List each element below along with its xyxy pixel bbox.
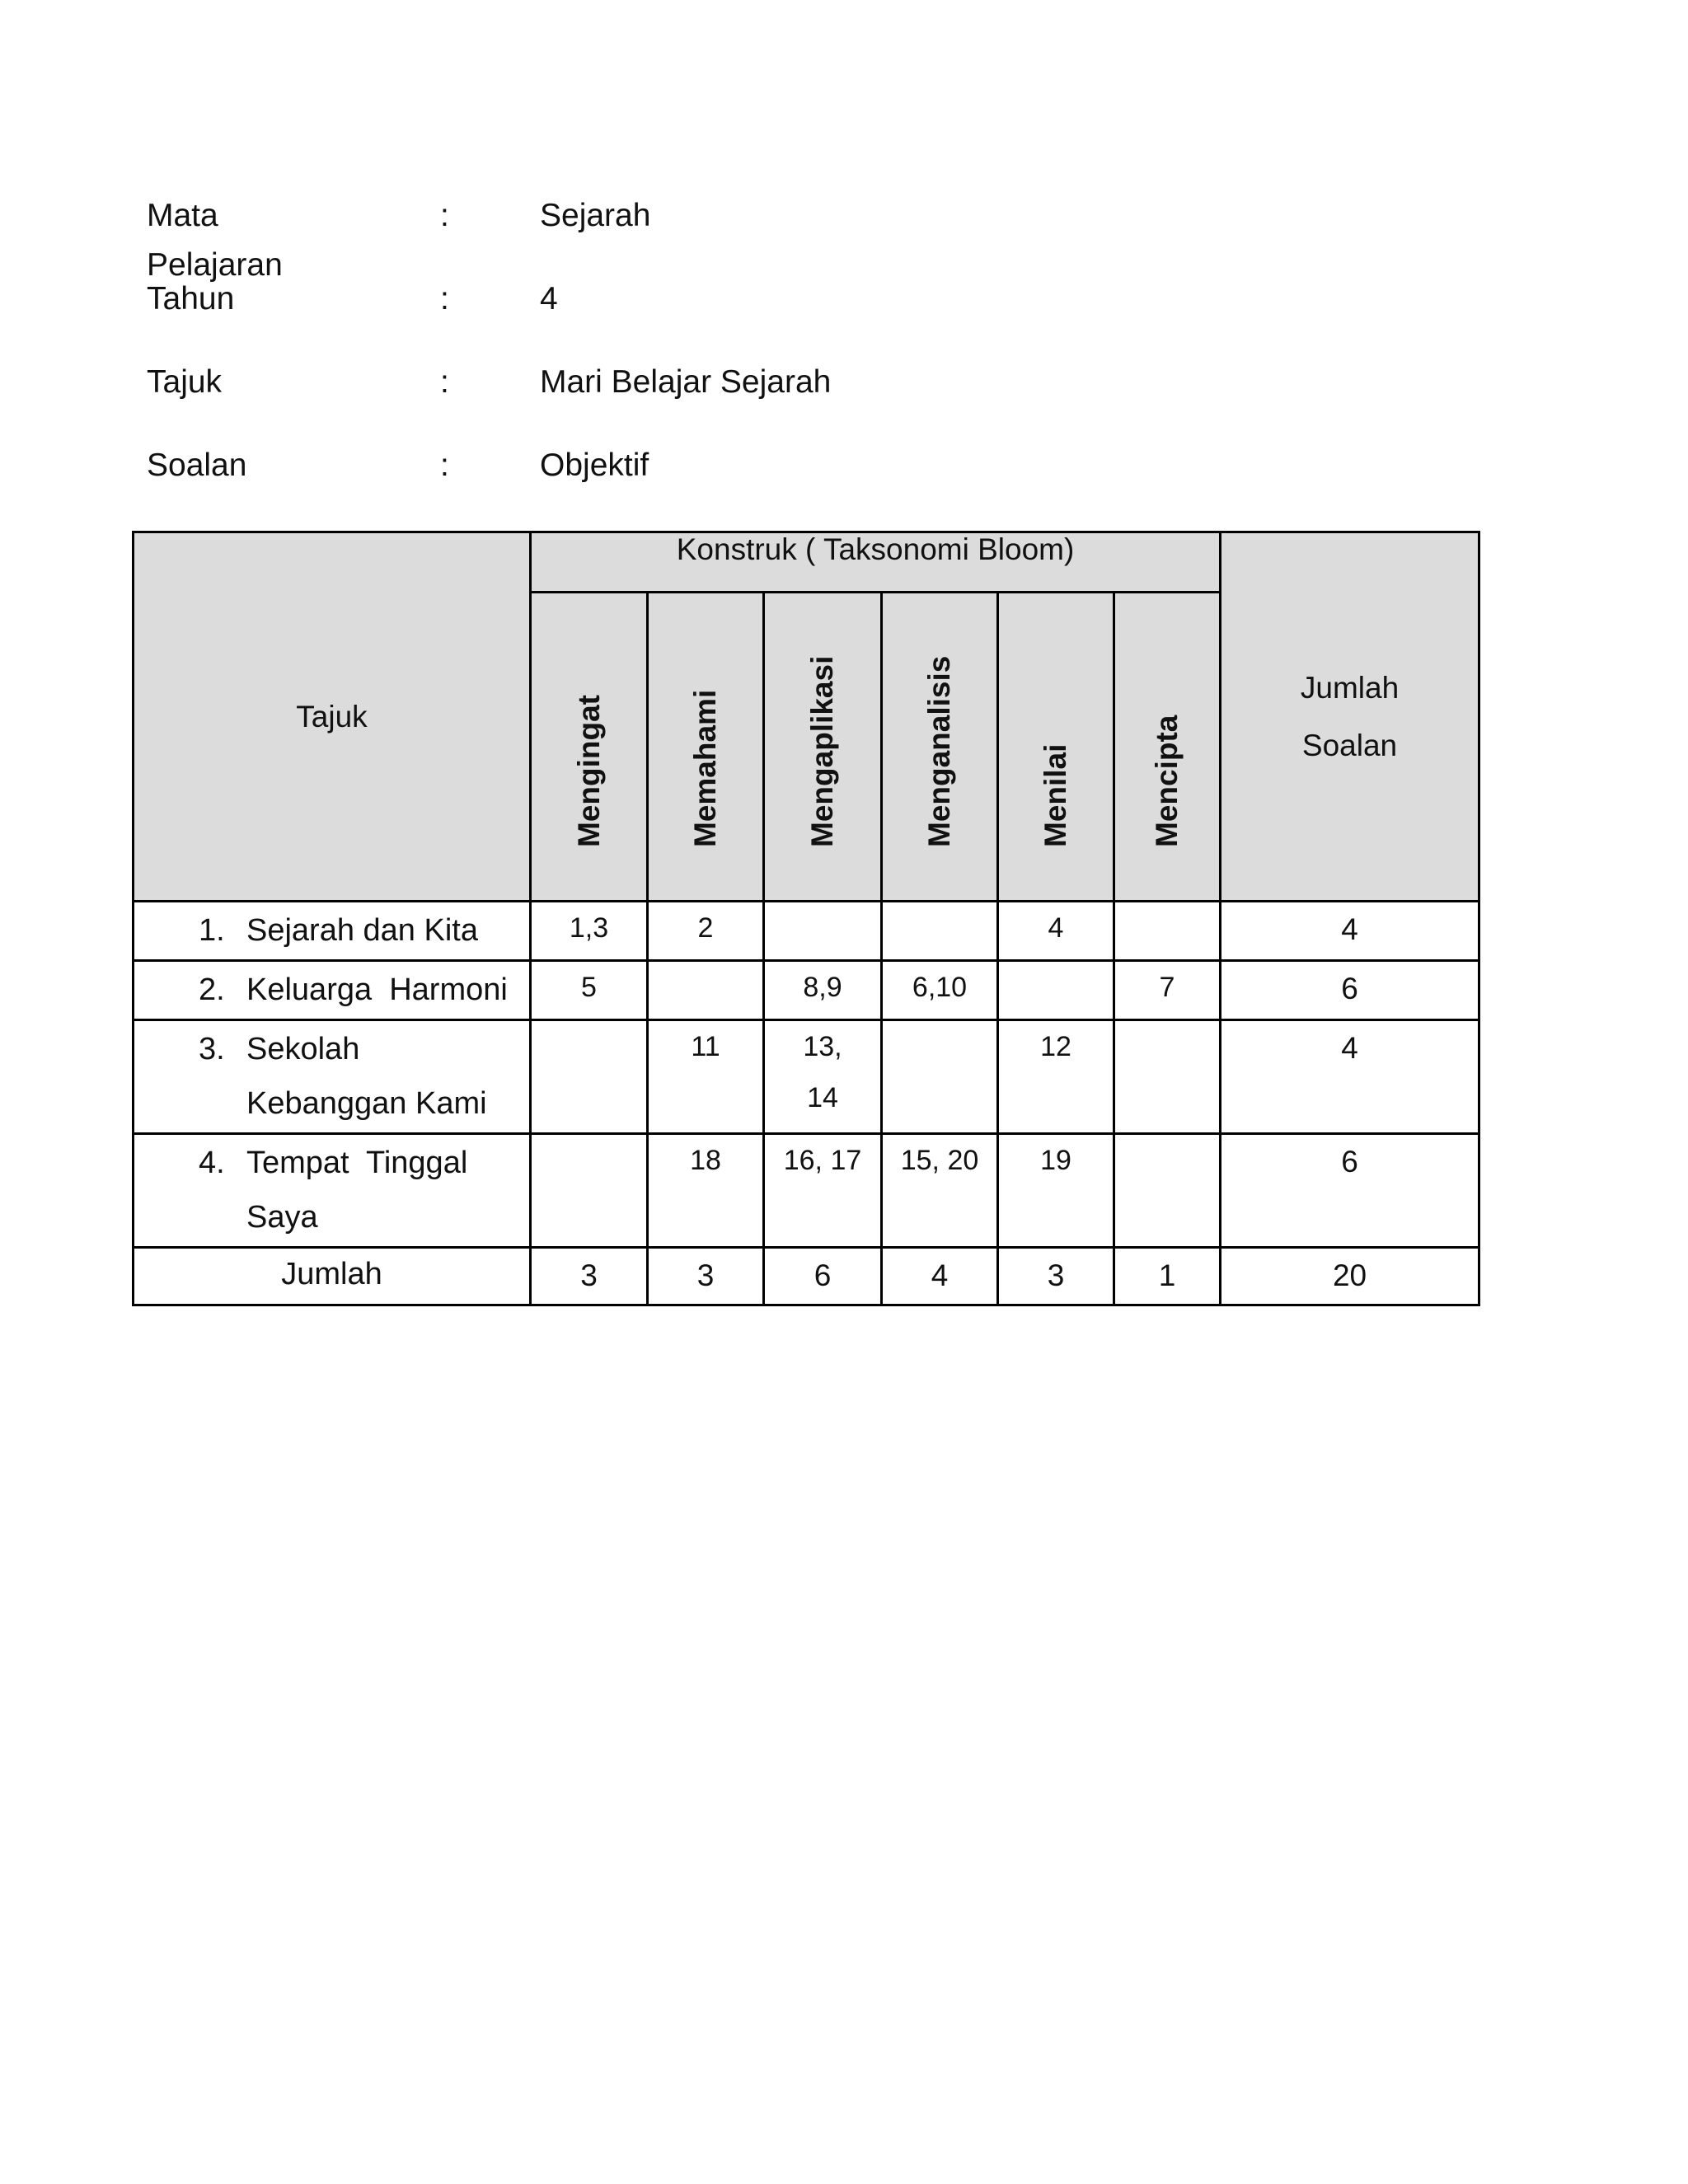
question-cell [998, 1020, 1114, 1134]
topic-label: Sejarah dan Kita [246, 913, 478, 948]
topic-label-line-2: Kebanggan Kami [246, 1086, 487, 1121]
question-cell [1114, 1020, 1221, 1134]
question-cell [764, 961, 882, 1020]
question-cell [648, 961, 764, 1020]
meta-label: Soalan [147, 448, 247, 483]
row-total-cell: 6 [1221, 961, 1479, 1020]
question-cell [648, 902, 764, 961]
level-label: Memahami [688, 689, 722, 847]
question-numbers-line-2: 14 [807, 1082, 838, 1113]
level-label: Mengaplikasi [805, 655, 839, 847]
question-numbers: 18 [690, 1145, 721, 1176]
table-row [134, 1020, 1479, 1134]
question-numbers: 4 [1048, 912, 1064, 944]
question-cell [882, 1020, 998, 1134]
question-cell [764, 1134, 882, 1248]
question-cell [882, 961, 998, 1020]
question-cell [764, 1020, 882, 1134]
question-numbers: 8,9 [803, 972, 842, 1003]
sum-row [134, 1248, 1479, 1305]
total-header-line-2: Soalan [1301, 728, 1398, 762]
meta-label: Tajuk [147, 364, 223, 400]
level-header-analyze [882, 593, 998, 902]
question-numbers: 16, 17 [783, 1145, 862, 1176]
meta-colon: : [440, 364, 449, 400]
question-cell [1114, 1134, 1221, 1248]
question-cell [1114, 961, 1221, 1020]
sum-cell: 3 [648, 1248, 764, 1305]
question-cell [531, 1134, 648, 1248]
meta-value: Mari Belajar Sejarah [540, 364, 832, 400]
level-header-create [1114, 593, 1221, 902]
topic-cell [134, 1020, 531, 1134]
level-label: Mengingat [571, 695, 606, 847]
topic-label-line-2: Saya [246, 1200, 318, 1235]
question-numbers: 6,10 [912, 972, 968, 1003]
level-header-evaluate [998, 593, 1114, 902]
topic-cell [134, 902, 531, 961]
total-header-line-1: Jumlah [1300, 670, 1400, 705]
meta-label: Tahun [147, 281, 235, 316]
topic-label: Tempat Tinggal [246, 1146, 468, 1180]
meta-colon: : [440, 198, 449, 233]
table-row [134, 1134, 1479, 1248]
construct-group-header: Konstruk ( Taksonomi Bloom) [531, 532, 1221, 593]
question-cell [531, 1020, 648, 1134]
meta-colon: : [440, 448, 449, 483]
meta-value: Sejarah [540, 198, 651, 233]
question-numbers: 2 [697, 912, 714, 944]
question-cell [998, 902, 1114, 961]
sum-cell: 6 [764, 1248, 882, 1305]
question-cell [531, 902, 648, 961]
question-numbers: 15, 20 [900, 1145, 979, 1176]
level-label: Menganalisis [922, 655, 956, 847]
topic-label: Keluarga Harmoni [246, 972, 508, 1007]
level-header-understand [648, 593, 764, 902]
question-cell [648, 1134, 764, 1248]
question-cell [998, 961, 1114, 1020]
question-cell [882, 1134, 998, 1248]
topic-number: 2. [199, 972, 225, 1007]
question-cell [648, 1020, 764, 1134]
level-header-remember [531, 593, 648, 902]
question-numbers: 13, [803, 1031, 842, 1062]
row-total-cell: 6 [1221, 1134, 1479, 1248]
table-row [134, 961, 1479, 1020]
meta-colon: : [440, 281, 449, 316]
sum-cell: 3 [531, 1248, 648, 1305]
level-label: Mencipta [1150, 715, 1184, 847]
topic-label: Sekolah [246, 1032, 360, 1066]
level-header-apply [764, 593, 882, 902]
grand-total-cell: 20 [1221, 1248, 1479, 1305]
question-cell [998, 1134, 1114, 1248]
sum-cell: 3 [998, 1248, 1114, 1305]
sum-cell: 4 [882, 1248, 998, 1305]
table-row [134, 902, 1479, 961]
sum-row-label: Jumlah [134, 1248, 531, 1305]
question-numbers: 5 [581, 972, 597, 1003]
row-total-cell: 4 [1221, 902, 1479, 961]
question-numbers: 12 [1040, 1031, 1071, 1062]
question-numbers: 11 [691, 1031, 720, 1062]
topic-column-header: Tajuk [134, 532, 531, 902]
question-cell [1114, 902, 1221, 961]
sum-cell: 1 [1114, 1248, 1221, 1305]
topic-number: 3. [199, 1032, 225, 1066]
question-numbers: 19 [1040, 1145, 1071, 1176]
meta-value: Objektif [540, 448, 649, 483]
question-numbers: 1,3 [569, 912, 609, 944]
topic-cell [134, 961, 531, 1020]
question-cell [882, 902, 998, 961]
total-questions-header [1221, 532, 1479, 902]
question-numbers: 7 [1159, 972, 1175, 1003]
meta-value: 4 [540, 281, 558, 316]
topic-number: 1. [199, 913, 225, 948]
question-cell [531, 961, 648, 1020]
level-label: Menilai [1039, 743, 1072, 847]
question-cell [764, 902, 882, 961]
topic-cell [134, 1134, 531, 1248]
meta-label: Mata Pelajaran [147, 198, 283, 283]
row-total-cell: 4 [1221, 1020, 1479, 1134]
test-specification-table [132, 531, 1480, 1306]
topic-number: 4. [199, 1146, 225, 1180]
